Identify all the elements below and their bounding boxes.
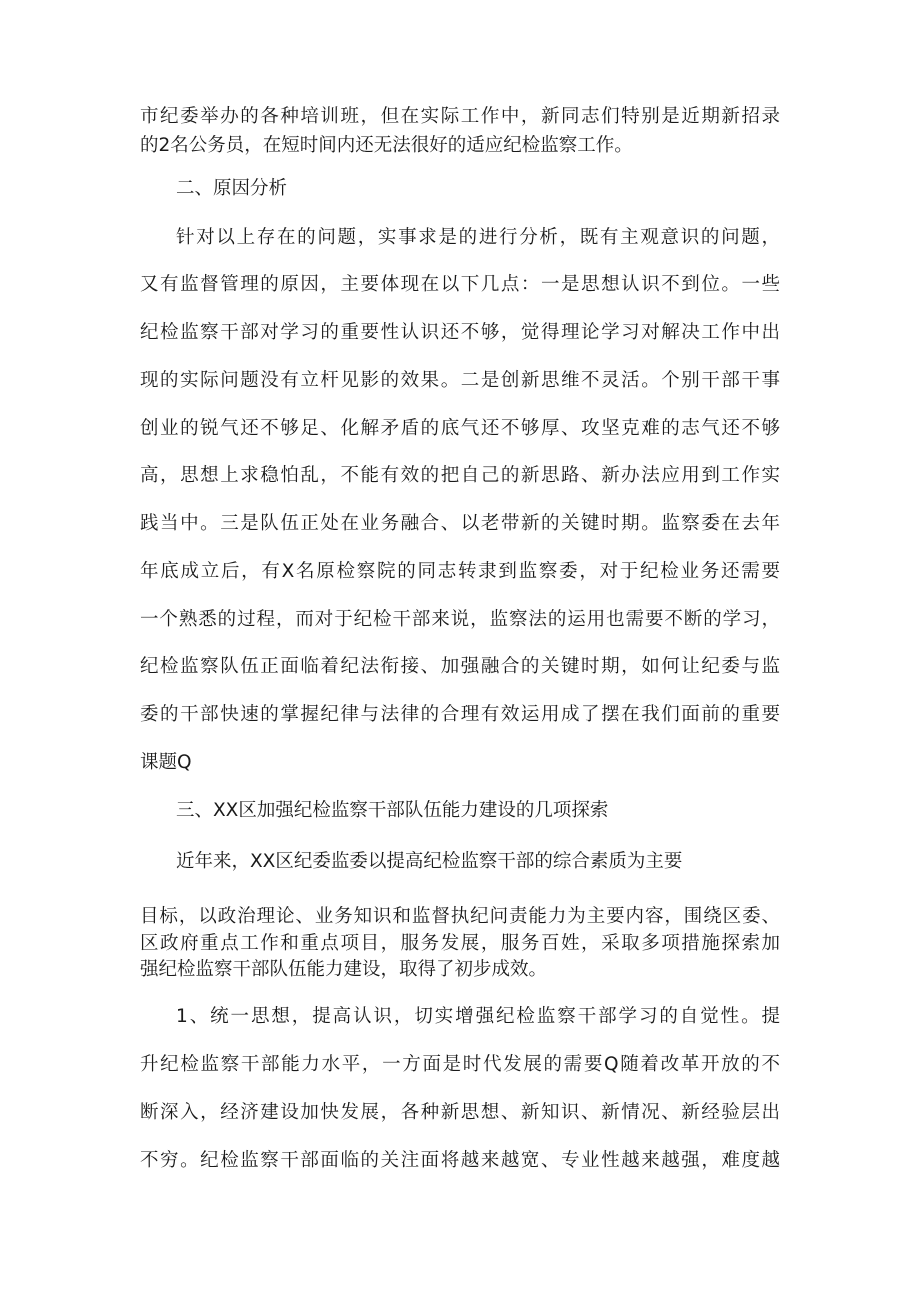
body-text-line: 强纪检监察干部队伍能力建设，取得了初步成效。 [140, 959, 548, 980]
body-text-line: 践当中。三是队伍正处在业务融合、以老带新的关键时期。监察委在去年 [140, 513, 780, 534]
body-text-line: 又有监督管理的原因，主要体现在以下几点：一是思想认识不到位。一些 [140, 274, 780, 295]
body-text-line: 区政府重点工作和重点项目，服务发展，服务百姓，采取多项措施探索加 [140, 933, 780, 954]
body-text-line: 纪检监察干部对学习的重要性认识还不够，觉得理论学习对解决工作中出 [140, 322, 780, 343]
body-text-line: 高，思想上求稳怕乱，不能有效的把自己的新思路、新办法应用到工作实 [140, 465, 780, 486]
body-text-line: 一个熟悉的过程，而对于纪检干部来说，监察法的运用也需要不断的学习， [140, 609, 780, 630]
numbered-point: 1、统一思想，提高认识，切实增强纪检监察干部学习的自觉性。提 [176, 1006, 780, 1027]
body-text-line: 近年来，XX区纪委监委以提高纪检监察干部的综合素质为主要 [176, 851, 683, 872]
body-text-line: 年底成立后，有X名原检察院的同志转隶到监察委，对于纪检业务还需要 [140, 561, 780, 582]
body-text-line: 委的干部快速的掌握纪律与法律的合理有效运用成了摆在我们面前的重要 [140, 704, 780, 725]
body-text-line: 纪检监察队伍正面临着纪法衔接、加强融合的关键时期，如何让纪委与监 [140, 656, 780, 677]
body-text-line: 断深入，经济建设加快发展，各种新思想、新知识、新情况、新经验层出 [140, 1102, 780, 1123]
body-text-line: 现的实际问题没有立杆见影的效果。二是创新思维不灵活。个别干部干事 [140, 370, 780, 391]
body-text-line: 不穷。纪检监察干部面临的关注面将越来越宽、专业性越来越强，难度越 [140, 1150, 780, 1171]
body-text-line: 针对以上存在的问题，实事求是的进行分析，既有主观意识的问题， [176, 227, 780, 248]
body-text-line: 课题Q [140, 752, 192, 773]
body-text-line: 市纪委举办的各种培训班，但在实际工作中，新同志们特别是近期新招录 [140, 106, 780, 127]
section-heading: 三、XX区加强纪检监察干部队伍能力建设的几项探索 [176, 800, 609, 821]
body-text-line: 的2名公务员，在短时间内还无法很好的适应纪检监察工作。 [140, 135, 633, 156]
body-text-line: 目标，以政治理论、业务知识和监督执纪问责能力为主要内容，围绕区委、 [140, 906, 780, 927]
section-heading: 二、原因分析 [176, 178, 288, 199]
body-text-line: 创业的锐气还不够足、化解矛盾的底气还不够厚、攻坚克难的志气还不够 [140, 418, 780, 439]
body-text-line: 升纪检监察干部能力水平，一方面是时代发展的需要Q随着改革开放的不 [140, 1054, 780, 1075]
